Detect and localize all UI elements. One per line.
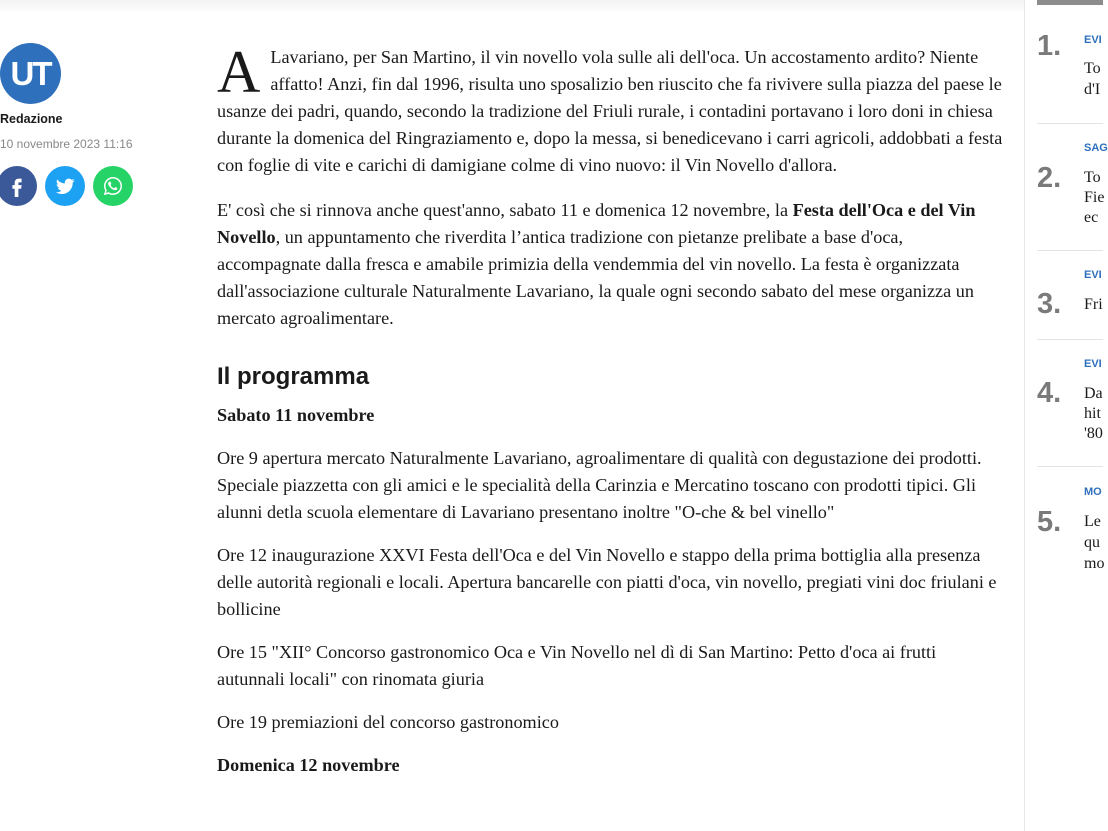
share-facebook-button[interactable] bbox=[0, 166, 37, 206]
article-body bbox=[217, 39, 1007, 795]
ranking-category[interactable]: EVI bbox=[1084, 34, 1102, 46]
intro-text: Lavariano, per San Martino, il vin novello vola sulle ali dell'oca. Un accostamento ardito? Niente affatto! Anzi, fin dal 1996, risulta uno sposalizio ben riuscito che fa rivivere sulla piazza del paese le usanze dei padri, quando, secondo la tradizione del Friuli rurale, i contadini portavano i loro doni in chiesa durante la domenica del Ringraziamento e, dopo la messa, si benedicevano i carri agricoli, addobbati a festa con foglie di vite e carichi di damigiane colme di vino nuovo: il Vin Novello d'allora. bbox=[217, 47, 1003, 175]
ranking-title-line[interactable]: Fie bbox=[1084, 189, 1105, 206]
author-name[interactable]: Redazione bbox=[0, 112, 63, 126]
ranking-separator bbox=[1037, 123, 1103, 124]
publish-date: 10 novembre 2023 11:16 bbox=[0, 137, 133, 151]
ranking-title-line[interactable]: '80 bbox=[1084, 425, 1103, 442]
ranking-title-line[interactable]: hit bbox=[1084, 405, 1101, 422]
ranking-number: 4. bbox=[1037, 377, 1062, 409]
whatsapp-icon bbox=[102, 175, 124, 197]
ranking-separator bbox=[1037, 250, 1103, 251]
ranking-title-line[interactable]: d'I bbox=[1084, 81, 1101, 98]
section-heading-programma: Il programma bbox=[217, 363, 370, 390]
ranking-number: 5. bbox=[1037, 506, 1062, 538]
facebook-icon bbox=[6, 175, 28, 197]
share-twitter-button[interactable] bbox=[45, 166, 85, 206]
schedule-item: Ore 15 "XII° Concorso gastronomico Oca e Vin Novello nel dì di San Martino: Petto d'oca ai frutti autunnali locali" con rinomata giuria bbox=[217, 642, 937, 689]
sidebar-header-bar bbox=[1037, 0, 1103, 5]
ranking-category[interactable]: EVI bbox=[1084, 269, 1102, 281]
schedule-item: Ore 19 premiazioni del concorso gastronomico bbox=[217, 712, 559, 732]
schedule-item: Ore 12 inaugurazione XXVI Festa dell'Oca e del Vin Novello e stappo della prima bottiglia alla presenza delle autorità regionali e locali. Apertura bancarelle con piatti d'oca, vin novello, pregiati vini doc friulani e bollicine bbox=[217, 545, 997, 619]
ranking-title-line[interactable]: Da bbox=[1084, 385, 1103, 402]
paragraph-festa bbox=[217, 197, 1007, 332]
author-avatar[interactable]: UT bbox=[0, 43, 61, 104]
ranking-title-line[interactable]: To bbox=[1084, 169, 1101, 186]
ranking-title-line[interactable]: To bbox=[1084, 60, 1101, 77]
ranking-number: 2. bbox=[1037, 162, 1062, 194]
twitter-icon bbox=[54, 175, 76, 197]
paragraph-festa-text-b: , un appuntamento che riverdita l’antica tradizione con pietanze prelibate a base d'oca, accompagnate dalla fresca e amabile primizia della vendemmia del vin novello. La festa è organizzata dall'associazione culturale Naturalmente Lavariano, la quale ogni secondo sabato del mese organizza un mercato agroalimentare. bbox=[217, 227, 974, 328]
ranking-category[interactable]: MO bbox=[1084, 486, 1102, 498]
schedule-item: Ore 9 apertura mercato Naturalmente Lavariano, agroalimentare di qualità con degustazione dei prodotti. Speciale piazzetta con gli amici e le specialità della Carinzia e Mercatino toscano con prodotti tipici. Gli alunni detla scuola elementare di Lavariano presentano inoltre "O-che & bel vinello" bbox=[217, 448, 982, 522]
ranking-separator bbox=[1037, 339, 1103, 340]
top-header-shadow bbox=[0, 0, 1024, 14]
ranking-title-line[interactable]: Le bbox=[1084, 513, 1101, 530]
festa-name: Festa dell'Oca e del Vin Novello bbox=[217, 200, 976, 247]
ranking-title-line[interactable]: qu bbox=[1084, 534, 1100, 551]
share-whatsapp-button[interactable] bbox=[93, 166, 133, 206]
ranking-title-line[interactable]: ec bbox=[1084, 209, 1099, 226]
ranking-category[interactable]: SAG bbox=[1084, 142, 1108, 154]
intro-paragraph bbox=[217, 39, 1007, 179]
ranking-number: 1. bbox=[1037, 30, 1062, 62]
paragraph-festa-text-a: E' così che si rinnova anche quest'anno, sabato 11 e domenica 12 novembre, la bbox=[217, 200, 793, 220]
ranking-title-line[interactable]: Fri bbox=[1084, 296, 1103, 313]
day-heading-sunday: Domenica 12 novembre bbox=[217, 755, 400, 775]
ranking-category[interactable]: EVI bbox=[1084, 358, 1102, 370]
ranking-number: 3. bbox=[1037, 288, 1062, 320]
ranking-title-line[interactable]: mo bbox=[1084, 555, 1105, 572]
ranking-separator bbox=[1037, 466, 1103, 467]
sidebar-divider bbox=[1024, 0, 1025, 831]
drop-cap: A bbox=[217, 39, 261, 105]
day-heading-saturday: Sabato 11 novembre bbox=[217, 405, 375, 425]
